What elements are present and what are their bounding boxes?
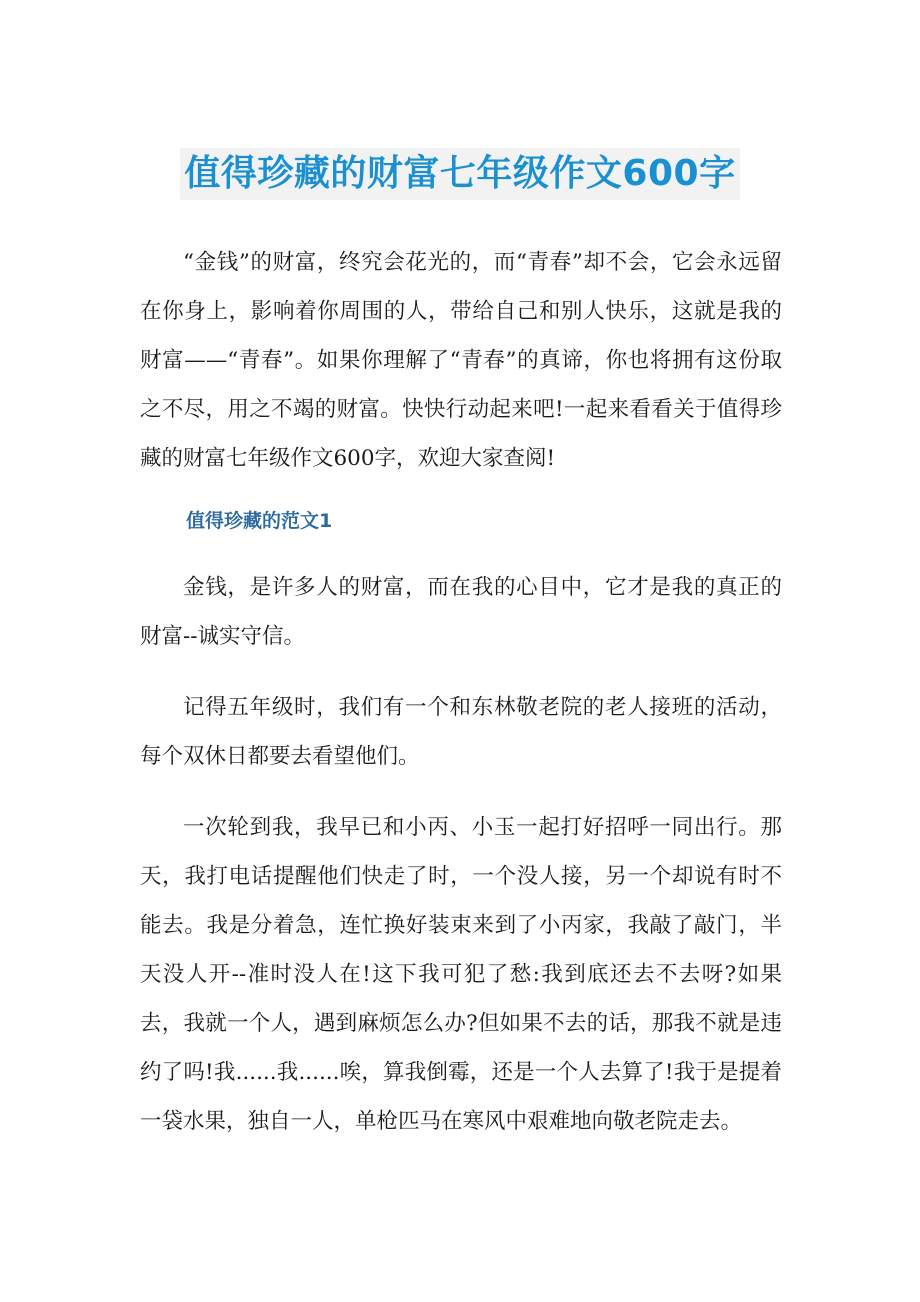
body-paragraph-2: 记得五年级时，我们有一个和东林敬老院的老人接班的活动，每个双休日都要去看望他们。 — [140, 695, 782, 769]
title-container — [0, 124, 920, 224]
body-paragraph-1: 金钱，是许多人的财富，而在我的心目中，它才是我的真正的财富--诚实守信。 — [140, 575, 782, 649]
section-heading: 值得珍藏的范文1 — [186, 510, 333, 532]
article-body — [140, 238, 782, 1168]
body-paragraph-3: 一次轮到我，我早已和小丙、小玉一起打好招呼一同出行。那天，我打电话提醒他们快走了时，一个没人接，另一个却说有时不能去。我是分着急，连忙换好装束来到了小丙家，我敲了敲门，半天没人开--准时没人在!这下我可犯了愁:我到底还去不去呀?如果去，我就一个人，遇到麻烦怎么办?但如果不去的话，那我不就是违约了吗!我......我......唉，算我倒霉，还是一个人去算了!我于是提着一袋水果，独自一人，单枪匹马在寒风中艰难地向敬老院走去。 — [140, 815, 782, 1134]
page-title: 值得珍藏的财富七年级作文600字 — [180, 148, 739, 200]
intro-paragraph: “金钱”的财富，终究会花光的，而“青春”却不会，它会永远留在你身上，影响着你周围的人，带给自己和别人快乐，这就是我的财富——“青春”。如果你理解了“青春”的真谛，你也将拥有这份取之不尽，用之不竭的财富。快快行动起来吧!一起来看看关于值得珍藏的财富七年级作文600字，欢迎大家查阅! — [140, 250, 782, 471]
